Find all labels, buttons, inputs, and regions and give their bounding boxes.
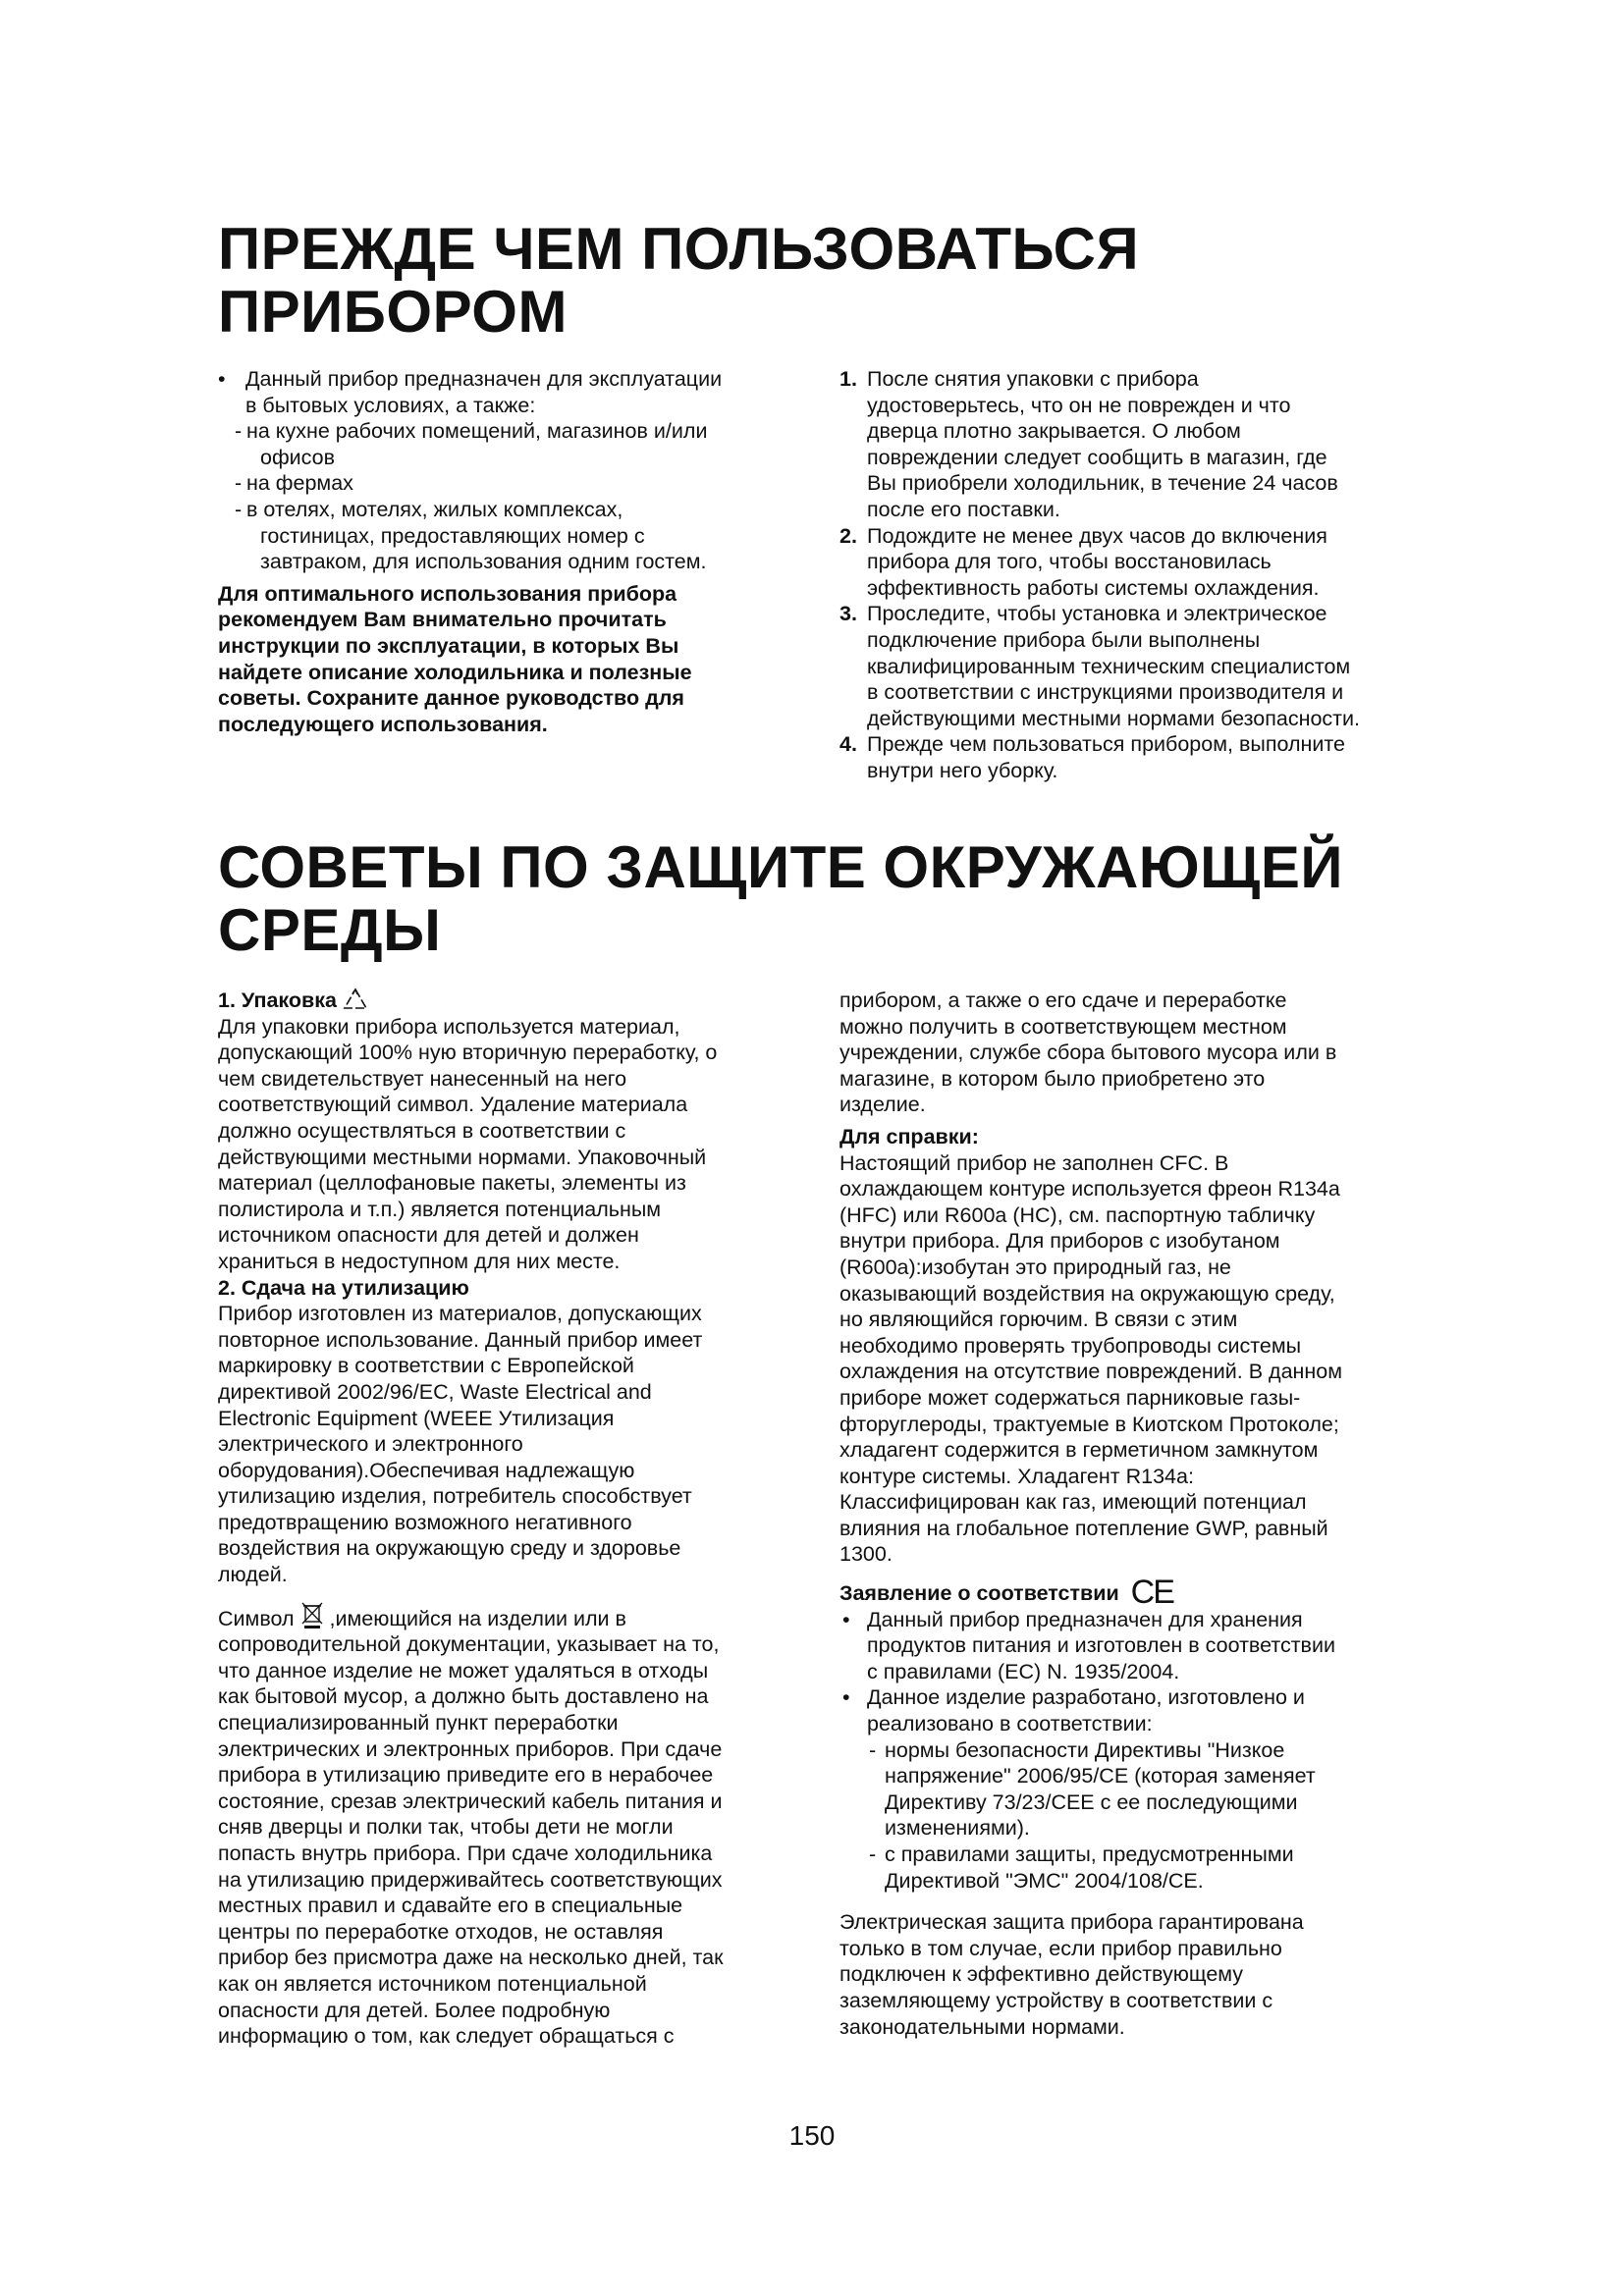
text-line: Прежде чем пользоваться прибором, выполните (867, 732, 1345, 757)
text-line: реализовано в соответствии: (867, 1712, 1153, 1736)
text-line: электрического и электронного (218, 1432, 523, 1457)
heading-line: ПРЕЖДЕ ЧЕМ ПОЛЬЗОВАТЬСЯ (218, 216, 1140, 282)
text-line: прибором, а также о его сдаче и переработке (839, 988, 1287, 1012)
text-line: Electronic Equipment (WEEE Утилизация (218, 1406, 615, 1430)
text-line: повторное использование. Данный прибор имеет (218, 1327, 703, 1352)
usage-bullet (218, 366, 797, 418)
text-line: 1300. (839, 1542, 893, 1567)
electric-protection-paragraph (839, 1909, 1429, 2040)
text-line: храниться в недоступном для них месте. (218, 1249, 621, 1273)
text-line: на утилизацию придерживайтесь соответствующих (218, 1867, 723, 1892)
text-line: прибора в утилизацию приведите его в нерабочее (218, 1763, 714, 1788)
advice-paragraph (218, 581, 797, 738)
text-line: Подождите не менее двух часов до включения (867, 523, 1327, 548)
section-heading-before-use (218, 218, 1396, 344)
text-line: утилизацию изделия, потребитель способствует (218, 1484, 692, 1509)
text-line: магазине, в котором было приобретено это (839, 1066, 1266, 1091)
text-line: найдете описание холодильника и полезные (218, 660, 692, 684)
text-line: Данное изделие разработано, изготовлено и (867, 1685, 1305, 1710)
text-line: опасности для детей. Более подробную (218, 1998, 611, 2022)
text-line: хладагент содержится в герметичном замкнутом (839, 1438, 1319, 1463)
text-line: Для упаковки прибора используется материал, (218, 1014, 680, 1039)
text-line: Для оптимального использования прибора (218, 581, 677, 606)
text-line: подключение прибора были выполнены (867, 627, 1261, 652)
text-line: на фермах (246, 471, 353, 496)
text-line: действующими местными нормами. Упаковочный (218, 1145, 707, 1169)
text-line: местных правил и сдавайте его в специальные (218, 1894, 683, 1918)
text-line: информацию о том, как следует обращаться с (218, 2024, 675, 2049)
heading-line: СОВЕТЫ ПО ЗАЩИТЕ ОКРУЖАЮЩЕЙ (218, 834, 1343, 900)
text-line: необходимо проверять трубопроводы системы (839, 1333, 1302, 1358)
text-line: После снятия упаковки с прибора (867, 367, 1199, 391)
declaration-subitem: - с правилами защиты, предусмотренными Директивой "ЭМС" 2004/108/CE. (839, 1842, 1429, 1894)
text-line: только в том случае, если прибор правильно (839, 1936, 1282, 1960)
text-line: в бытовых условиях, а также: (245, 393, 536, 417)
text-line: соответствующий символ. Удаление материала (218, 1093, 688, 1117)
recycle-icon (343, 988, 368, 1011)
text-line: влияния на глобальное потепление GWP, равный (839, 1516, 1328, 1540)
reference-title: Для справки: (839, 1124, 979, 1148)
disposal-title: 2. Сдача на утилизацию (218, 1275, 469, 1300)
text-line: последующего использования. (218, 712, 548, 736)
text-span: Символ (218, 1606, 295, 1630)
heading-line: СРЕДЫ (218, 897, 442, 963)
text-line: (HFC) или R600a (HC), см. паспортную табличку (839, 1202, 1316, 1227)
text-line: центры по переработке отходов, не оставляя (218, 1919, 664, 1944)
text-line: удостоверьтесь, что он не поврежден и что (867, 393, 1291, 417)
packaging-title (218, 988, 807, 1014)
text-line: полистирола и т.п.) является потенциальным (218, 1197, 662, 1221)
text-line: как он является источником потенциальной (218, 1971, 647, 1996)
text-line: • Данный прибор предназначен для эксплуатации (245, 367, 723, 391)
text-line: советы. Сохраните данное руководство для (218, 686, 684, 711)
text-line: с правилами (ЕС) N. 1935/2004. (867, 1659, 1180, 1683)
text-line: источником опасности для детей и должен (218, 1223, 639, 1248)
usage-subitem: - на фермах (218, 470, 797, 497)
text-line: охлаждающем контуре используется фреон R134a (839, 1177, 1340, 1201)
step-item (839, 731, 1429, 783)
step-item (839, 366, 1429, 523)
usage-subitem: - в отелях, мотелях, жилых комплексах, гостиницах, предоставляющих номер с завтраком, для использования одним гостем. (218, 497, 797, 575)
packaging-title-text: 1. Упаковка (218, 988, 337, 1012)
text-line: с правилами защиты, предусмотренными (885, 1842, 1294, 1866)
declaration-bullet: • Данный прибор предназначен для хранения продуктов питания и изготовлен в соответствии с правилами (ЕС) N. 1935/2004. (839, 1607, 1429, 1685)
environment-left-column (218, 988, 807, 2050)
declaration-bullet: • Данное изделие разработано, изготовлено и реализовано в соответствии: (839, 1684, 1429, 1736)
text-line: специализированный пункт переработки (218, 1711, 619, 1735)
text-line: прибора для того, чтобы восстановилась (867, 550, 1272, 574)
text-line: Данный прибор предназначен для хранения (867, 1607, 1303, 1631)
text-line: рекомендуем Вам внимательно прочитать (218, 608, 667, 632)
step-number: 3. (839, 602, 857, 626)
text-line: инструкции по эксплуатации, в которых Вы (218, 633, 679, 658)
text-span: ,имеющийся на изделии или в (329, 1606, 626, 1630)
text-line: квалифицированным техническим специалистом (867, 654, 1351, 678)
text-line: директивой 2002/96/EC, Waste Electrical and (218, 1379, 652, 1404)
declaration-subitem: - нормы безопасности Директивы "Низкое напряжение" 2006/95/CE (которая заменяет Директиву 73/23/CEE с ее последующими изменениями). (839, 1737, 1429, 1842)
text-line: оборудования).Обеспечивая надлежащую (218, 1458, 635, 1482)
text-line: эффективность работы системы охлаждения. (867, 575, 1320, 600)
text-line: охлаждения на отсутствие повреждений. В данном (839, 1360, 1343, 1384)
environment-right-column (839, 988, 1429, 2040)
text-line: прибор без присмотра даже на несколько дней, так (218, 1946, 724, 1970)
step-number: 1. (839, 367, 857, 391)
text-line: (R600a):изобутан это природный газ, не (839, 1255, 1231, 1279)
text-line: Классифицирован как газ, имеющий потенциал (839, 1490, 1307, 1515)
text-line: но являющийся горючим. В связи с этим (839, 1308, 1238, 1332)
text-line: предотвращению возможного негативного (218, 1510, 632, 1534)
text-line: дверца плотно закрывается. О любом (867, 419, 1241, 444)
text-line: Директиву 73/23/CEE с ее последующими (885, 1789, 1298, 1814)
text-line: в соответствии с инструкциями производителя и (867, 680, 1344, 705)
step-number: 4. (839, 732, 857, 757)
text-line: что данное изделие не может удаляться в отходы (218, 1658, 709, 1682)
text-line: законодательными нормами. (839, 2014, 1125, 2039)
text-line: Вы приобрели холодильник, в течение 24 часов (867, 471, 1338, 496)
before-use-left-column (218, 366, 797, 737)
section-heading-environment (218, 836, 1445, 962)
ce-mark-icon: CE (1130, 1574, 1173, 1612)
text-line: внутри него уборку. (867, 758, 1058, 782)
text-line: состояние, срезав электрический кабель питания и (218, 1789, 723, 1813)
text-line: сняв дверцы и полки так, чтобы дети не могли (218, 1815, 674, 1840)
crossed-out-bin-icon (300, 1600, 324, 1629)
text-line: изделие. (839, 1093, 926, 1117)
text-line: как бытовой мусор, а должно быть доставлено на (218, 1684, 709, 1709)
text-line: после его поставки. (867, 497, 1060, 521)
heading-line: ПРИБОРОМ (218, 279, 568, 345)
text-line: Проследите, чтобы установка и электрическое (867, 602, 1327, 626)
text-line: Прибор изготовлен из материалов, допускающих (218, 1302, 702, 1326)
declaration-title-text: Заявление о соответствии (839, 1581, 1119, 1606)
text-line: воздействия на окружающую среду и здоровье (218, 1536, 681, 1561)
usage-subitem: - на кухне рабочих помещений, магазинов и/или офисов (218, 418, 797, 470)
text-line: напряжение" 2006/95/CE (которая заменяет (885, 1764, 1316, 1789)
text-line: Электрическая защита прибора гарантирована (839, 1910, 1304, 1935)
text-line: заземляющему устройству в соответствии с (839, 1988, 1273, 2012)
text-line: нормы безопасности Директивы "Низкое (885, 1737, 1285, 1762)
text-line: повреждении следует сообщить в магазин, где (867, 445, 1327, 469)
text-line: Директивой "ЭМС" 2004/108/CE. (885, 1868, 1204, 1893)
text-line: материал (целлофановые пакеты, элементы из (218, 1171, 686, 1196)
step-item (839, 601, 1429, 731)
text-line: чем свидетельствует нанесенный на него (218, 1066, 627, 1091)
step-number: 2. (839, 523, 857, 548)
text-line: Настоящий прибор не заполнен CFC. В (839, 1150, 1229, 1175)
text-line: маркировку в соответствии с Европейской (218, 1354, 634, 1378)
text-line: гостиницах, предоставляющих номер с (260, 523, 645, 548)
text-line: людей. (218, 1563, 288, 1587)
text-line: электрических и электронных приборов. При сдаче (218, 1736, 723, 1761)
text-line: продуктов питания и изготовлен в соответствии (867, 1633, 1335, 1658)
text-line: приборе может содержаться парниковые газы- (839, 1385, 1301, 1410)
text-line: изменениями). (885, 1816, 1030, 1841)
text-line: попасть внутрь прибора. При сдаче холодильника (218, 1842, 713, 1865)
text-line: допускающий 100% ную вторичную переработку, о (218, 1041, 718, 1065)
before-use-right-column (839, 366, 1429, 784)
text-line: завтраком, для использования одним гостем. (260, 550, 707, 574)
text-line: действующими местными нормами безопасности. (867, 706, 1361, 730)
symbol-line (218, 1600, 807, 1632)
text-line: офисов (260, 445, 336, 469)
text-line: можно получить в соответствующем местном (839, 1014, 1287, 1039)
declaration-title (839, 1574, 1429, 1612)
text-line: внутри прибора. Для приборов с изобутаном (839, 1229, 1280, 1254)
text-line: фторуглероды, трактуемые в Киотском Протоколе; (839, 1412, 1339, 1436)
text-line: должно осуществляться в соответствии с (218, 1118, 626, 1143)
text-line: в отелях, мотелях, жилых комплексах, (246, 497, 623, 521)
text-line: на кухне рабочих помещений, магазинов и/или (246, 419, 708, 444)
text-line: контуре системы. Хладагент R134a: (839, 1464, 1194, 1488)
step-item (839, 523, 1429, 602)
page-number: 150 (788, 2120, 836, 2151)
text-line: подключен к эффективно действующему (839, 1962, 1244, 1987)
text-line: учреждении, службе сбора бытового мусора или в (839, 1041, 1337, 1065)
text-line: оказывающий воздействия на окружающую среду, (839, 1281, 1335, 1306)
text-line: сопроводительной документации, указывает на то, (218, 1632, 720, 1657)
